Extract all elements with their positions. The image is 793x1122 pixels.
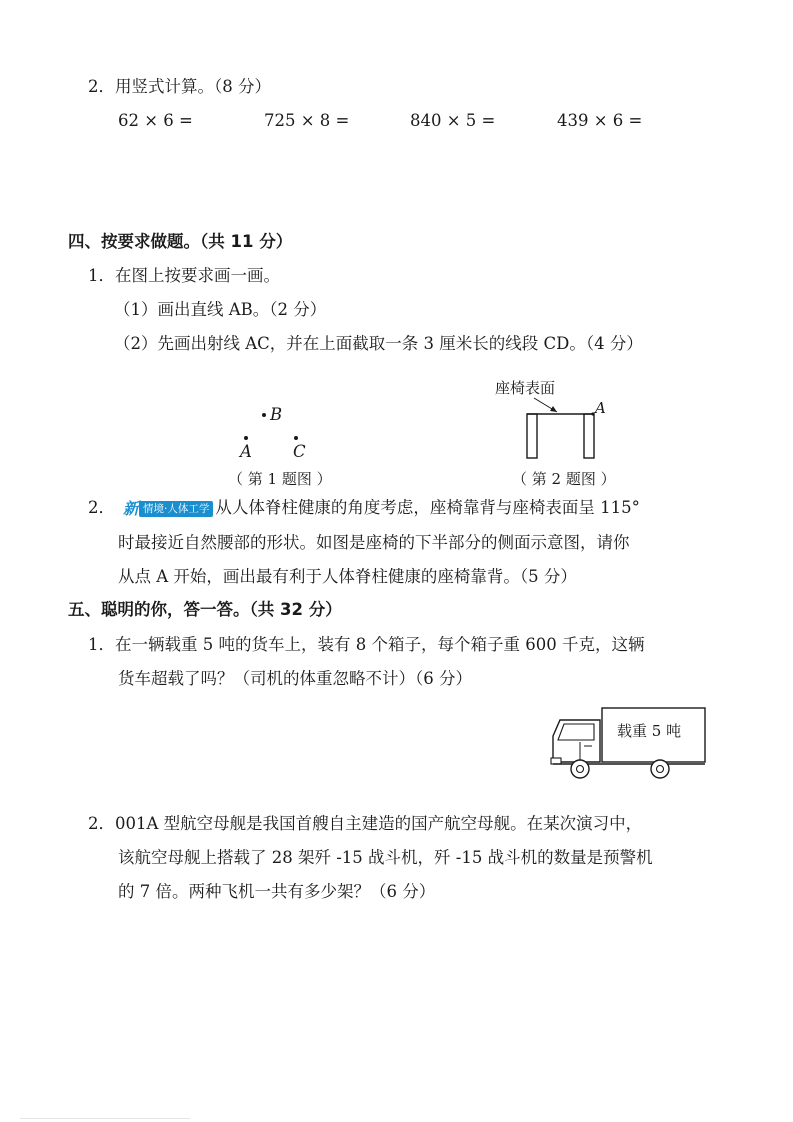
point-a-dot-chair	[591, 412, 594, 415]
chair-leg-left	[527, 414, 537, 458]
rear-wheel-hub	[657, 766, 664, 773]
section-4-heading: 四、按要求做题。（共 11 分）	[68, 232, 293, 251]
calc-problem-4: 439 × 6 =	[557, 111, 643, 130]
seat-surface-label: 座椅表面	[495, 379, 556, 397]
pointer-arrowhead	[550, 406, 557, 412]
footer-divider	[20, 1118, 190, 1119]
chair-leg-right	[584, 414, 594, 458]
figure-2-caption: （ 第 2 题图 ）	[512, 470, 616, 488]
s4-q2-line1: 2． 新 情境·人体工学 从人体脊柱健康的角度考虑，座椅靠背与座椅表面呈 115°	[88, 498, 640, 518]
s5-q1-line2: 货车超载了吗？（司机的体重忽略不计）（6 分）	[118, 669, 472, 688]
point-a-label: A	[240, 442, 252, 461]
s5-q1-line1: 1．在一辆载重 5 吨的货车上，装有 8 个箱子，每个箱子重 600 千克，这辆	[88, 635, 645, 654]
s4-q1-sub2: （2）先画出射线 AC，并在上面截取一条 3 厘米长的线段 CD。（4 分）	[114, 334, 643, 353]
figure-1-caption: （ 第 1 题图 ）	[228, 470, 332, 488]
s5-q2-line2: 该航空母舰上搭载了 28 架歼 -15 战斗机，歼 -15 战斗机的数量是预警机	[118, 848, 653, 867]
s4-q1-sub1: （1）画出直线 AB。（2 分）	[114, 300, 327, 319]
s5-q2-line1: 2．001A 型航空母舰是我国首艘自主建造的国产航空母舰。在某次演习中，	[88, 814, 643, 833]
point-b-label: B	[270, 405, 283, 424]
calc-problem-2: 725 × 8 =	[264, 111, 350, 130]
new-context-tag: 新 情境·人体工学	[123, 498, 213, 520]
calc-problem-3: 840 × 5 =	[410, 111, 496, 130]
section-5-heading: 五、聪明的你，答一答。（共 32 分）	[68, 600, 342, 619]
point-a-dot	[244, 436, 248, 440]
s5-q2-line3: 的 7 倍。两种飞机一共有多少架？（6 分）	[118, 882, 436, 901]
point-b-dot	[262, 413, 266, 417]
truck-illustration	[550, 706, 710, 784]
point-c-dot	[294, 436, 298, 440]
cab-window	[558, 724, 594, 740]
truck-load-label: 载重 5 吨	[617, 722, 682, 740]
s4-q1-title: 1．在图上按要求画一画。	[88, 266, 280, 285]
calc-problem-1: 62 × 6 =	[118, 111, 193, 130]
vertical-calc-title: 2．用竖式计算。（8 分）	[88, 77, 271, 96]
fig2-point-a-label: A	[595, 399, 606, 417]
point-c-label: C	[293, 442, 306, 461]
s4-q2-line2: 时最接近自然腰部的形状。如图是座椅的下半部分的侧面示意图，请你	[118, 533, 630, 552]
s4-q2-line3: 从点 A 开始，画出最有利于人体脊柱健康的座椅靠背。（5 分）	[118, 567, 577, 586]
front-wheel-hub	[577, 766, 584, 773]
chair-diagram	[520, 395, 610, 465]
bumper	[551, 758, 561, 764]
